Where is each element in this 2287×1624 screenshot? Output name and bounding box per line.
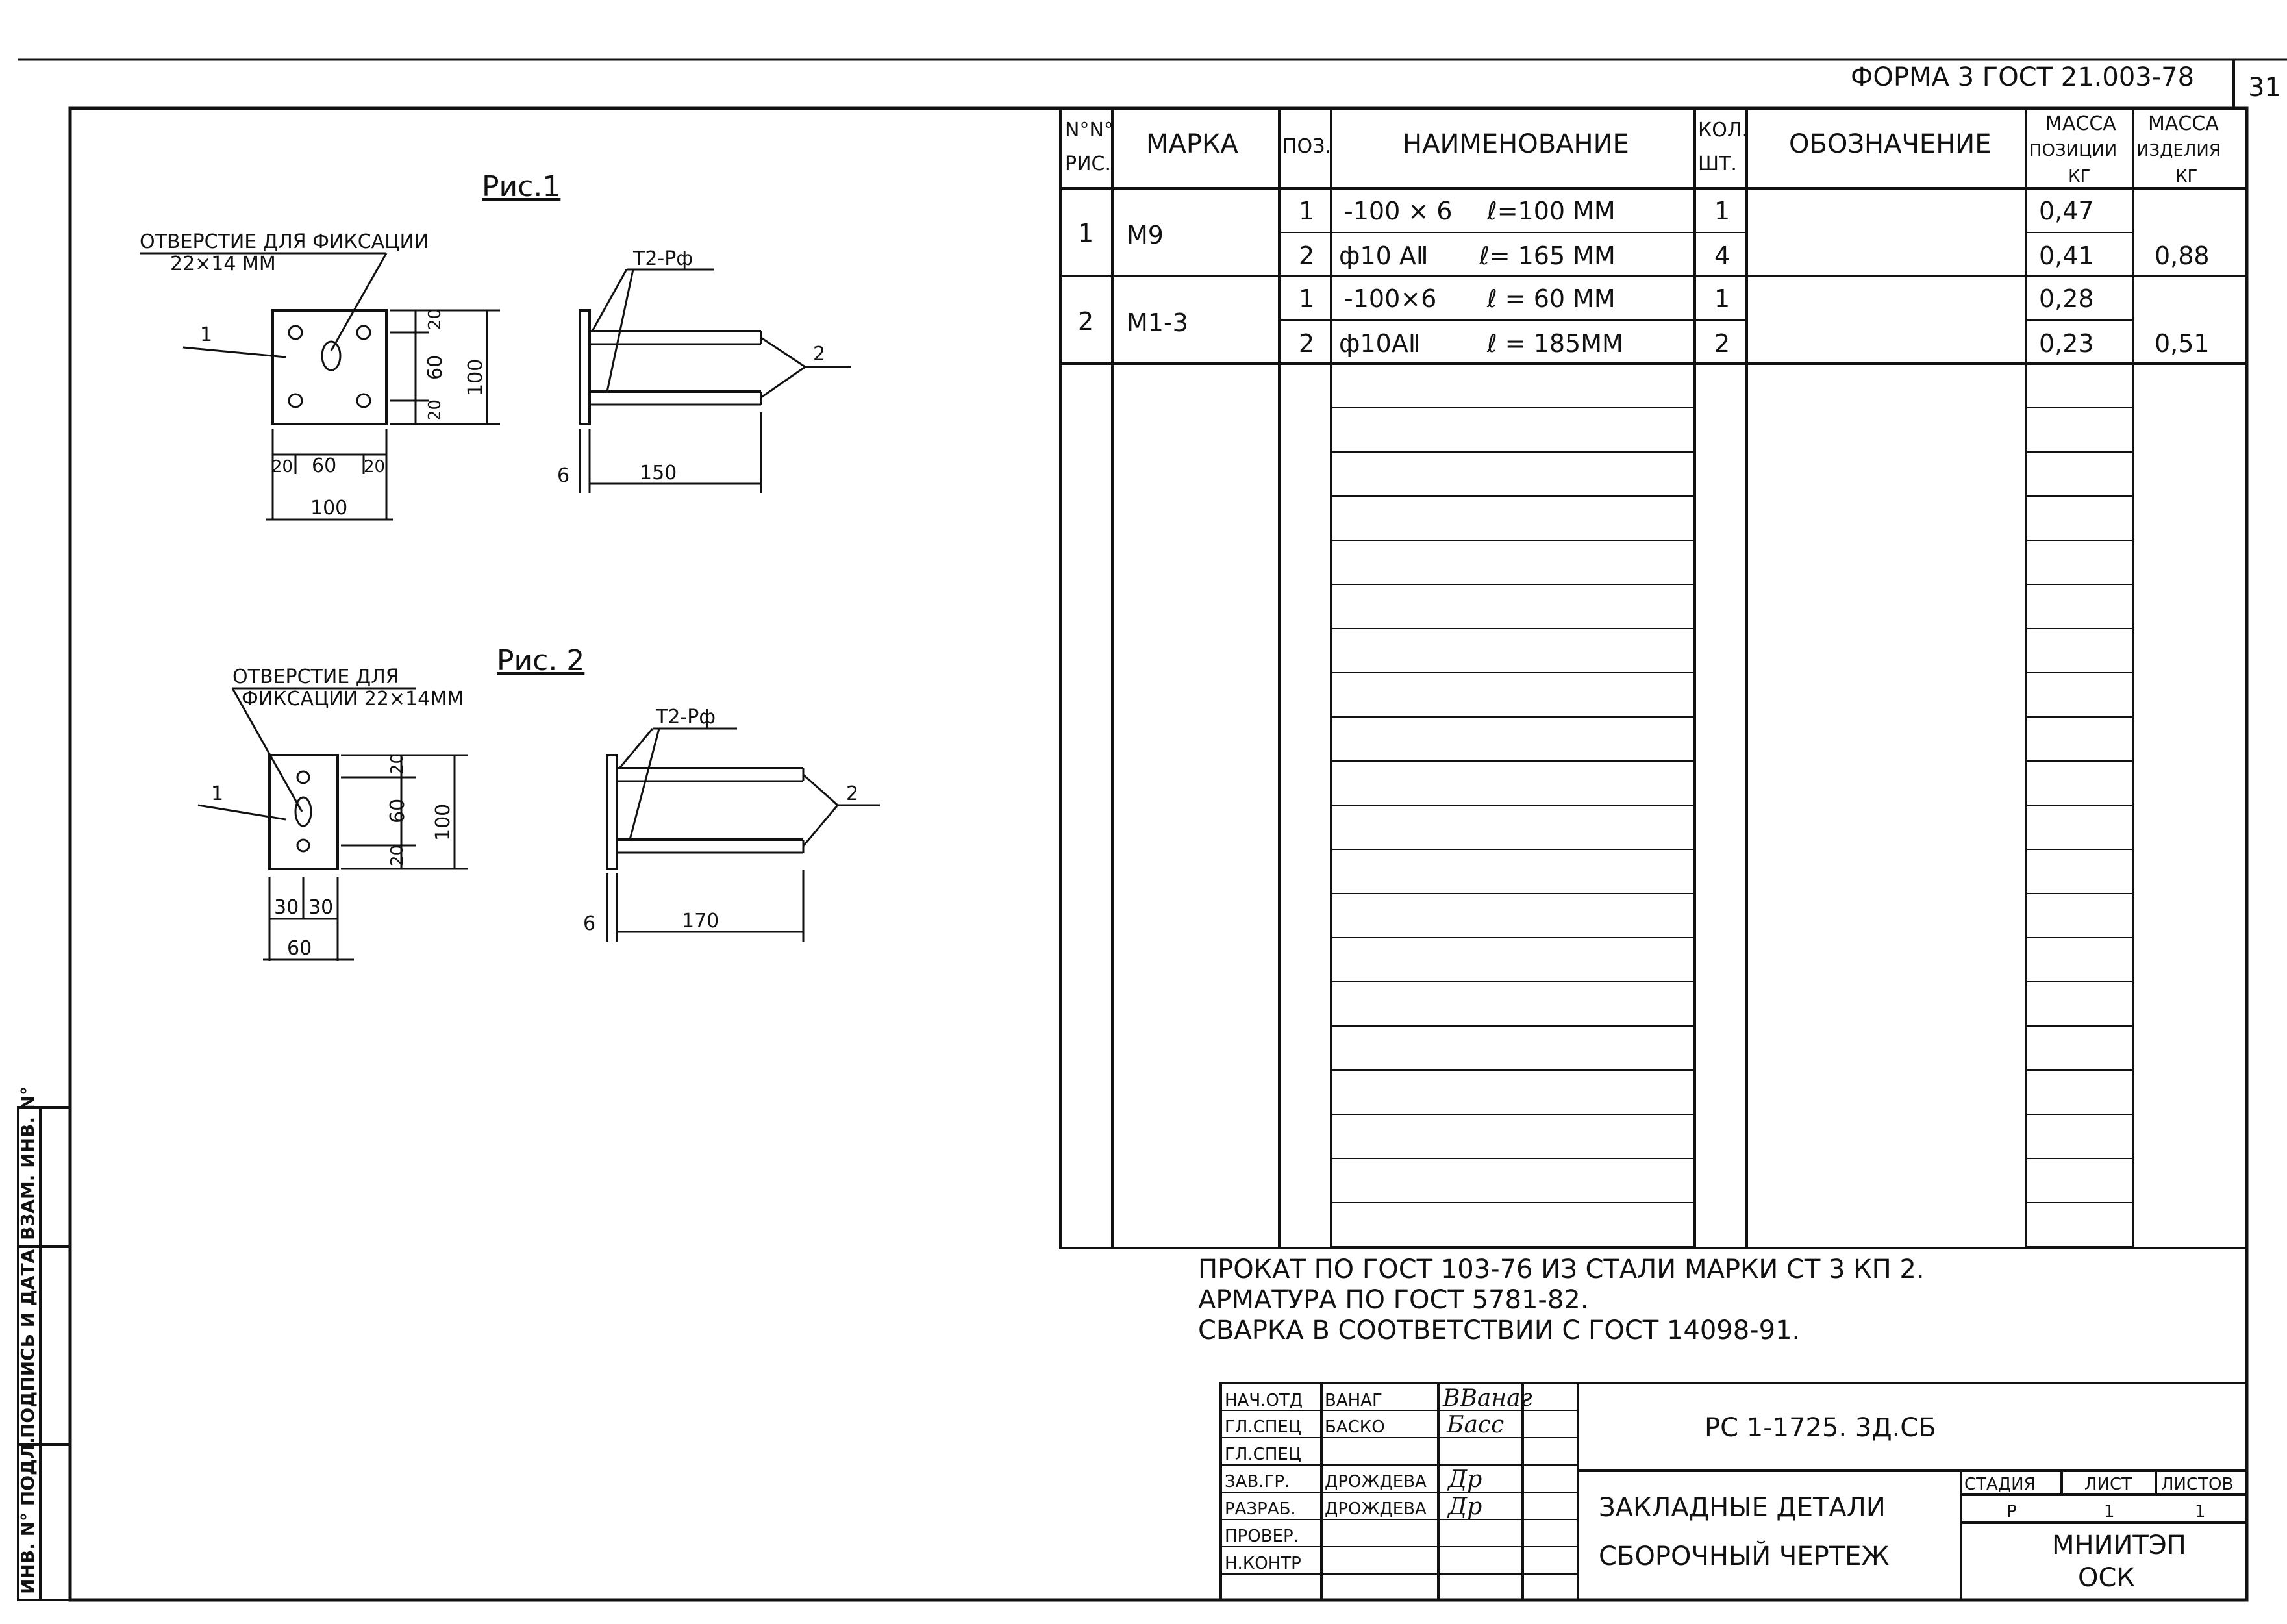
figure-1-pos-plate: 1 <box>200 323 213 346</box>
header-mass-pos-2: ПОЗИЦИИ <box>2029 141 2118 160</box>
row-1-1-qty: 1 <box>1714 197 1731 225</box>
role-7-title: Н.КОНТР <box>1225 1554 1301 1573</box>
figure-2-pos-plate: 1 <box>211 782 224 805</box>
role-2-signature: Басс <box>1447 1412 1505 1438</box>
row-2-1-mass: 0,28 <box>2039 284 2094 313</box>
header-mass-pos: МАССА <box>2045 112 2116 135</box>
side-stamp-inv-no: ИНВ. N° ПОДЛ. <box>17 1437 38 1594</box>
role-5-title: РАЗРАБ. <box>1225 1499 1296 1519</box>
row-2-1-qty: 1 <box>1714 284 1731 313</box>
note-3: СВАРКА В СООТВЕТСТВИИ С ГОСТ 14098-91. <box>1198 1316 1801 1345</box>
figure-2-dim-60-h: 60 <box>287 937 312 960</box>
figure-1-dim-20-left: 20 <box>271 457 294 477</box>
specification-table <box>1060 108 2247 1248</box>
figure-1-hole-size: 22×14 ММ <box>170 253 276 275</box>
figure-2-dim-20-bottom: 20 <box>388 844 407 866</box>
organization-name: МНИИТЭП <box>2052 1530 2186 1560</box>
row-2-2-profile: ф10АⅡ <box>1339 329 1421 358</box>
row-1-2-mass: 0,41 <box>2039 242 2094 270</box>
role-1-signature: ВВанаг <box>1443 1385 1532 1412</box>
figure-2-dim-20-top: 20 <box>388 753 407 775</box>
page-number: 31 <box>2248 73 2281 103</box>
figure-2-title: Рис. 2 <box>497 644 585 677</box>
row-1-2-length: ℓ= 165 ММ <box>1479 242 1616 270</box>
group-2-fig: 2 <box>1078 307 1094 336</box>
figure-1-dim-20-right: 20 <box>364 457 386 477</box>
figure-1-dim-thickness: 6 <box>557 464 570 487</box>
role-4-title: ЗАВ.ГР. <box>1225 1472 1290 1492</box>
role-1-name: ВАНАГ <box>1325 1391 1382 1410</box>
stage-value: Р <box>2006 1502 2017 1521</box>
group-1-mark: М9 <box>1127 221 1164 249</box>
header-designation: ОБОЗНАЧЕНИЕ <box>1789 129 1992 159</box>
row-2-2-length: ℓ = 185ММ <box>1487 329 1623 358</box>
figure-1-dim-20-bottom: 20 <box>425 399 445 421</box>
figure-1 <box>140 170 851 519</box>
technical-notes <box>1198 1255 1925 1345</box>
group-2-mark: М1-3 <box>1127 308 1188 337</box>
figure-1-pos-bar: 2 <box>813 343 826 366</box>
row-1-1-mass: 0,47 <box>2039 197 2094 225</box>
role-5-signature: Др <box>1448 1493 1482 1520</box>
stage-label: СТАДИЯ <box>1964 1475 2036 1494</box>
figure-1-dim-60-h: 60 <box>312 455 337 477</box>
row-2-1-profile: -100×6 <box>1344 284 1437 313</box>
role-5-name: ДРОЖДЕВА <box>1325 1499 1427 1519</box>
figure-1-plate <box>273 310 386 424</box>
title-block <box>1221 1383 2247 1600</box>
figure-1-hole-note: ОТВЕРСТИЕ ДЛЯ ФИКСАЦИИ <box>140 231 429 253</box>
figure-2-dim-length: 170 <box>682 910 719 932</box>
header-mass-pos-3: КГ <box>2068 167 2091 186</box>
figure-1-title: Рис.1 <box>482 170 561 203</box>
row-2-2-mass: 0,23 <box>2039 329 2094 358</box>
sheets-value: 1 <box>2195 1502 2206 1521</box>
row-2-2-qty: 2 <box>1714 329 1731 358</box>
figure-1-dim-60-v: 60 <box>424 355 447 380</box>
figure-2-weld-label: Т2-Рф <box>656 706 716 729</box>
header-mass-item: МАССА <box>2148 112 2219 135</box>
header-mark: МАРКА <box>1146 129 1238 159</box>
row-1-1-profile: -100 × 6 <box>1344 197 1453 225</box>
figure-2-pos-bar: 2 <box>846 782 859 805</box>
figure-1-dim-100-h: 100 <box>310 497 348 519</box>
role-3-title: ГЛ.СПЕЦ <box>1225 1445 1301 1464</box>
row-1-2-qty: 4 <box>1714 242 1731 270</box>
sheets-label: ЛИСТОВ <box>2161 1475 2234 1494</box>
role-1-title: НАЧ.ОТД <box>1225 1391 1303 1410</box>
document-subtitle: СБОРОЧНЫЙ ЧЕРТЕЖ <box>1599 1542 1890 1571</box>
header-mass-item-2: ИЗДЕЛИЯ <box>2136 141 2221 160</box>
document-title: ЗАКЛАДНЫЕ ДЕТАЛИ <box>1599 1493 1886 1523</box>
organization-unit: ОСК <box>2078 1563 2135 1593</box>
group-2-total: 0,51 <box>2155 329 2210 358</box>
header-pos: ПОЗ. <box>1282 135 1331 158</box>
row-2-2-pos: 2 <box>1299 329 1315 358</box>
figure-2-dim-100-v: 100 <box>432 803 455 841</box>
sheet-value: 1 <box>2104 1502 2115 1521</box>
figure-1-dim-20-top: 20 <box>425 308 445 330</box>
figure-2-hole-size: ФИКСАЦИИ 22×14ММ <box>242 688 464 710</box>
row-1-2-pos: 2 <box>1299 242 1315 270</box>
figure-1-dim-100-v: 100 <box>464 358 487 396</box>
row-1-2-profile: ф10 АⅡ <box>1339 242 1429 270</box>
figure-2-plate-side <box>607 755 617 869</box>
header-fig-no: N°N° <box>1065 119 1114 142</box>
header-qty: КОЛ. <box>1698 119 1749 142</box>
figure-2-hole-note: ОТВЕРСТИЕ ДЛЯ <box>232 666 399 688</box>
role-4-signature: Др <box>1448 1466 1482 1493</box>
figure-2-dim-30-left: 30 <box>274 896 299 919</box>
group-1-fig: 1 <box>1078 219 1094 247</box>
figure-1-plate-side <box>580 310 590 424</box>
figure-2-dim-thickness: 6 <box>583 912 596 935</box>
figure-2-dim-30-right: 30 <box>308 896 334 919</box>
sheet-label: ЛИСТ <box>2084 1475 2132 1494</box>
figure-1-dim-length: 150 <box>640 462 677 484</box>
row-1-1-length: ℓ=100 ММ <box>1487 197 1616 225</box>
side-stamp-replacement-inv: ВЗАМ. ИНВ. N° <box>17 1086 38 1240</box>
group-1-total: 0,88 <box>2155 242 2210 270</box>
figure-2 <box>198 644 880 961</box>
side-stamp <box>17 1086 70 1600</box>
figure-2-dim-60-v: 60 <box>386 798 409 823</box>
role-2-title: ГЛ.СПЕЦ <box>1225 1418 1301 1437</box>
header-name: НАИМЕНОВАНИЕ <box>1403 129 1629 159</box>
header-fig-no-2: РИС. <box>1065 153 1112 175</box>
role-4-name: ДРОЖДЕВА <box>1325 1472 1427 1492</box>
row-2-1-length: ℓ = 60 ММ <box>1487 284 1616 313</box>
form-reference: ФОРМА 3 ГОСТ 21.003-78 <box>1851 62 2195 92</box>
row-2-1-pos: 1 <box>1299 284 1315 313</box>
note-2: АРМАТУРА ПО ГОСТ 5781-82. <box>1198 1285 1589 1315</box>
header-mass-item-3: КГ <box>2175 167 2198 186</box>
role-2-name: БАСКО <box>1325 1418 1385 1437</box>
document-code: РС 1-1725. 3Д.СБ <box>1705 1413 1936 1443</box>
role-6-title: ПРОВЕР. <box>1225 1527 1299 1546</box>
note-1: ПРОКАТ ПО ГОСТ 103-76 ИЗ СТАЛИ МАРКИ СТ 3 КП 2. <box>1198 1255 1925 1284</box>
figure-1-weld-label: Т2-Рф <box>633 247 693 270</box>
header-qty-2: ШТ. <box>1698 153 1737 175</box>
side-stamp-signature-date: ПОДПИСЬ И ДАТА <box>17 1249 38 1438</box>
row-1-1-pos: 1 <box>1299 197 1315 225</box>
